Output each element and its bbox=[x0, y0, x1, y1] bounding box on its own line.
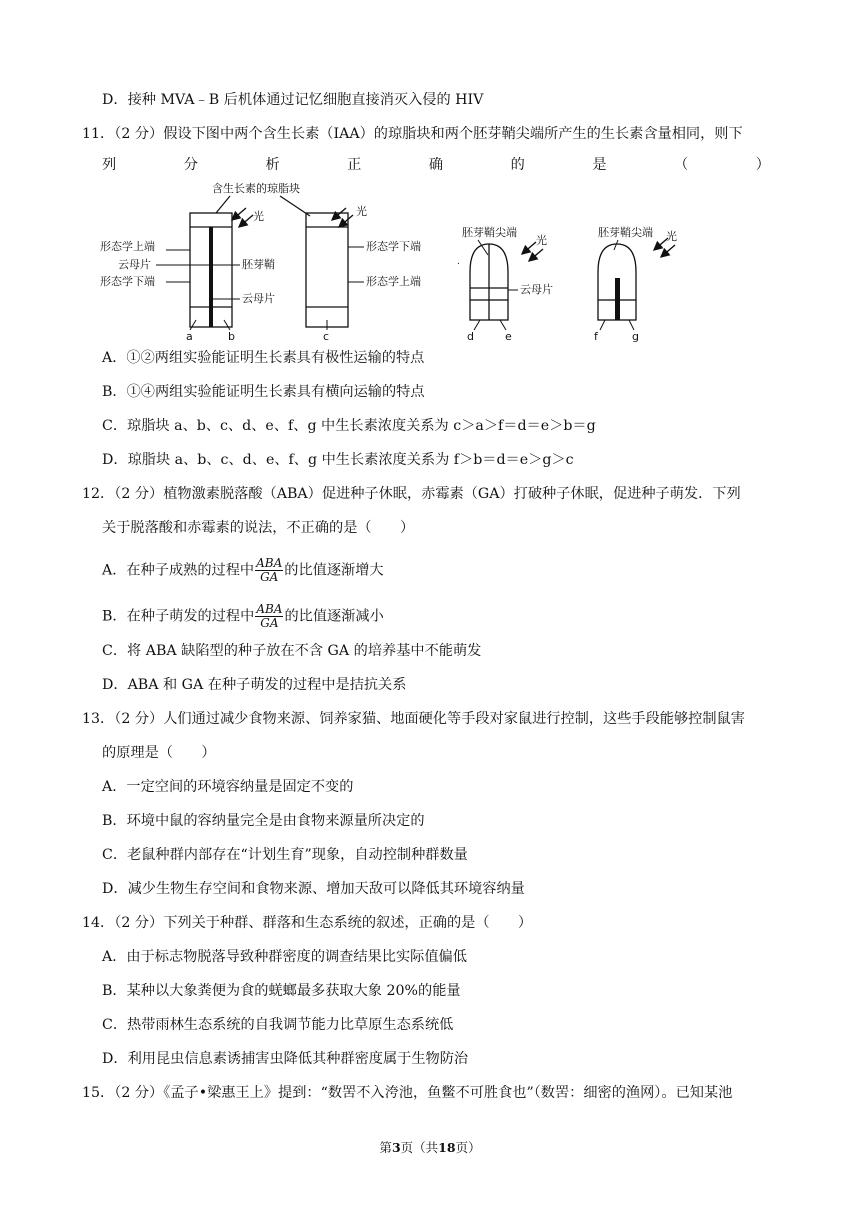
q11-stem-line2 bbox=[102, 155, 770, 175]
mica-sheet bbox=[615, 278, 620, 320]
lower-end-label: 形态学下端 bbox=[366, 240, 421, 253]
light-label: 光 bbox=[253, 210, 264, 223]
footer-text: 页（共 bbox=[400, 1140, 439, 1155]
block-letter-b: b bbox=[228, 330, 235, 342]
q10-option-d: D．接种 MVA﹣B 后机体通过记忆细胞直接消灭入侵的 HIV bbox=[102, 92, 484, 108]
q11-word: 的 bbox=[510, 157, 525, 173]
q12-stem-line2: 关于脱落酸和赤霉素的说法，不正确的是（ ） bbox=[102, 520, 415, 536]
mica-label: 云母片 bbox=[118, 258, 151, 271]
pointer-line bbox=[614, 240, 618, 250]
block-letter-c: c bbox=[323, 330, 330, 342]
light-arrow bbox=[232, 208, 246, 220]
q11-option-a: A．①②两组实验能证明生长素具有极性运输的特点 bbox=[102, 350, 425, 366]
q11-stem: 11．（2 分）假设下图中两个含生长素（IAA）的琼脂块和两个胚芽鞘尖端所产生的生长素含量相同，则下 bbox=[82, 126, 743, 142]
q12-option-b bbox=[102, 603, 384, 630]
q14-option-b: B．某种以大象粪便为食的蜣螂最多获取大象 20%的能量 bbox=[102, 983, 461, 999]
coleoptile-label: 胚芽鞘 bbox=[242, 258, 275, 271]
lower-end-label: 形态学下端 bbox=[100, 275, 155, 288]
light-label: 光 bbox=[536, 234, 547, 247]
mica-label: 云母片 bbox=[520, 283, 553, 296]
q13-option-a: A．一定空间的环境容纳量是固定不变的 bbox=[102, 779, 354, 795]
block-letter-g: g bbox=[632, 330, 639, 342]
total-pages: 18 bbox=[438, 1140, 456, 1155]
mica-sheet bbox=[209, 227, 213, 327]
q13-option-b: B．环境中鼠的容纳量完全是由食物来源量所决定的 bbox=[102, 813, 425, 829]
q11-word: 析 bbox=[265, 157, 280, 173]
light-arrow bbox=[332, 208, 346, 220]
pointer-line bbox=[224, 320, 230, 330]
upper-end-label: 形态学上端 bbox=[366, 275, 421, 288]
block-letter-f: f bbox=[594, 330, 598, 342]
page-number: 3 bbox=[391, 1140, 401, 1155]
q12-stem: 12．（2 分）植物激素脱落酸（ABA）促进种子休眠，赤霉素（GA）打破种子休眠，促进种子萌发．下列 bbox=[82, 486, 741, 502]
aba-ga-fraction bbox=[255, 557, 283, 584]
tip-label: 胚芽鞘尖端 bbox=[598, 226, 653, 239]
pointer-line bbox=[474, 320, 480, 330]
tip-label: 胚芽鞘尖端 bbox=[462, 226, 517, 239]
footer-text: 第 bbox=[379, 1140, 392, 1155]
agar-block-label: 含生长素的琼脂块 bbox=[212, 182, 300, 195]
q14-stem: 14．（2 分）下列关于种群、群落和生态系统的叙述，正确的是（ ） bbox=[82, 915, 533, 931]
q11-word: （ bbox=[674, 157, 689, 173]
pointer-line bbox=[629, 320, 634, 330]
q12-option-a-pre: A．在种子成熟的过程中 bbox=[102, 562, 255, 579]
q14-option-d: D．利用昆虫信息素诱捕害虫降低其种群密度属于生物防治 bbox=[102, 1051, 469, 1067]
upper-end-label: 形态学上端 bbox=[100, 240, 155, 253]
light-label: 光 bbox=[356, 205, 367, 218]
auxin-experiment-figure bbox=[100, 180, 690, 342]
q11-option-d: D．琼脂块 a、b、c、d、e、f、g 中生长素浓度关系为 f＞b＝d＝e＞g＞c bbox=[102, 452, 574, 468]
q14-option-a: A．由于标志物脱落导致种群密度的调查结果比实际值偏低 bbox=[102, 949, 467, 965]
q13-option-d: D．减少生物生存空间和食物来源、增加天敌可以降低其环境容纳量 bbox=[102, 881, 525, 897]
q12-option-a-post: 的比值逐渐增大 bbox=[284, 562, 384, 579]
pointer-line bbox=[500, 320, 506, 330]
q12-option-c: C．将 ABA 缺陷型的种子放在不含 GA 的培养基中不能萌发 bbox=[102, 643, 482, 659]
q12-option-d: D．ABA 和 GA 在种子萌发的过程中是拮抗关系 bbox=[102, 677, 407, 693]
q13-stem: 13．（2 分）人们通过减少食物来源、饲养家猫、地面硬化等手段对家鼠进行控制，这些手段能够控制鼠害 bbox=[82, 711, 745, 727]
block-letter-d: d bbox=[467, 330, 474, 342]
q13-option-c: C．老鼠种群内部存在“计划生育”现象，自动控制种群数量 bbox=[102, 847, 468, 863]
pointer-line bbox=[478, 240, 488, 255]
q11-word: 分 bbox=[183, 157, 198, 173]
footer-text: 页） bbox=[455, 1140, 481, 1155]
q11-option-b: B．①④两组实验能证明生长素具有横向运输的特点 bbox=[102, 384, 425, 400]
fraction-numerator: ABA bbox=[256, 556, 283, 570]
q11-word: 正 bbox=[347, 157, 362, 173]
q12-option-a bbox=[102, 557, 384, 584]
light-arrow bbox=[239, 215, 253, 227]
fraction-denominator: GA bbox=[260, 616, 279, 630]
block-letter-a: a bbox=[186, 330, 193, 342]
light-arrow bbox=[522, 242, 536, 254]
q11-word: 确 bbox=[428, 157, 444, 173]
block-letter-e: e bbox=[505, 330, 512, 342]
coleoptile-segment-inverted bbox=[306, 213, 348, 327]
pointer-line bbox=[600, 320, 605, 330]
fraction-numerator: ABA bbox=[256, 602, 283, 616]
page-footer bbox=[0, 1138, 860, 1156]
dot-mark: . bbox=[457, 257, 460, 267]
q13-stem-line2: 的原理是（ ） bbox=[102, 745, 216, 761]
light-arrow bbox=[339, 215, 353, 227]
q14-option-c: C．热带雨林生态系统的自我调节能力比草原生态系统低 bbox=[102, 1017, 454, 1033]
q11-word: 是 bbox=[592, 157, 607, 173]
q12-option-b-post: 的比值逐渐减小 bbox=[284, 608, 384, 625]
pointer-line bbox=[216, 196, 230, 213]
q11-word: 列 bbox=[102, 157, 117, 173]
q11-word: ） bbox=[755, 157, 770, 173]
light-label: 光 bbox=[666, 230, 677, 243]
q12-option-b-pre: B．在种子萌发的过程中 bbox=[102, 608, 255, 625]
q15-stem: 15．（2 分）《孟子•梁惠王上》提到：“数罟不入洿池，鱼鳖不可胜食也”（数罟：细密的渔网）。已知某池 bbox=[82, 1085, 733, 1101]
light-arrow bbox=[529, 249, 543, 261]
pointer-line bbox=[190, 320, 196, 330]
light-arrow bbox=[661, 245, 675, 257]
fraction-denominator: GA bbox=[260, 570, 279, 584]
aba-ga-fraction bbox=[255, 603, 283, 630]
q11-option-c: C．琼脂块 a、b、c、d、e、f、g 中生长素浓度关系为 c＞a＞f＝d＝e＞b＝g bbox=[102, 418, 596, 434]
mica-label: 云母片 bbox=[242, 292, 275, 305]
